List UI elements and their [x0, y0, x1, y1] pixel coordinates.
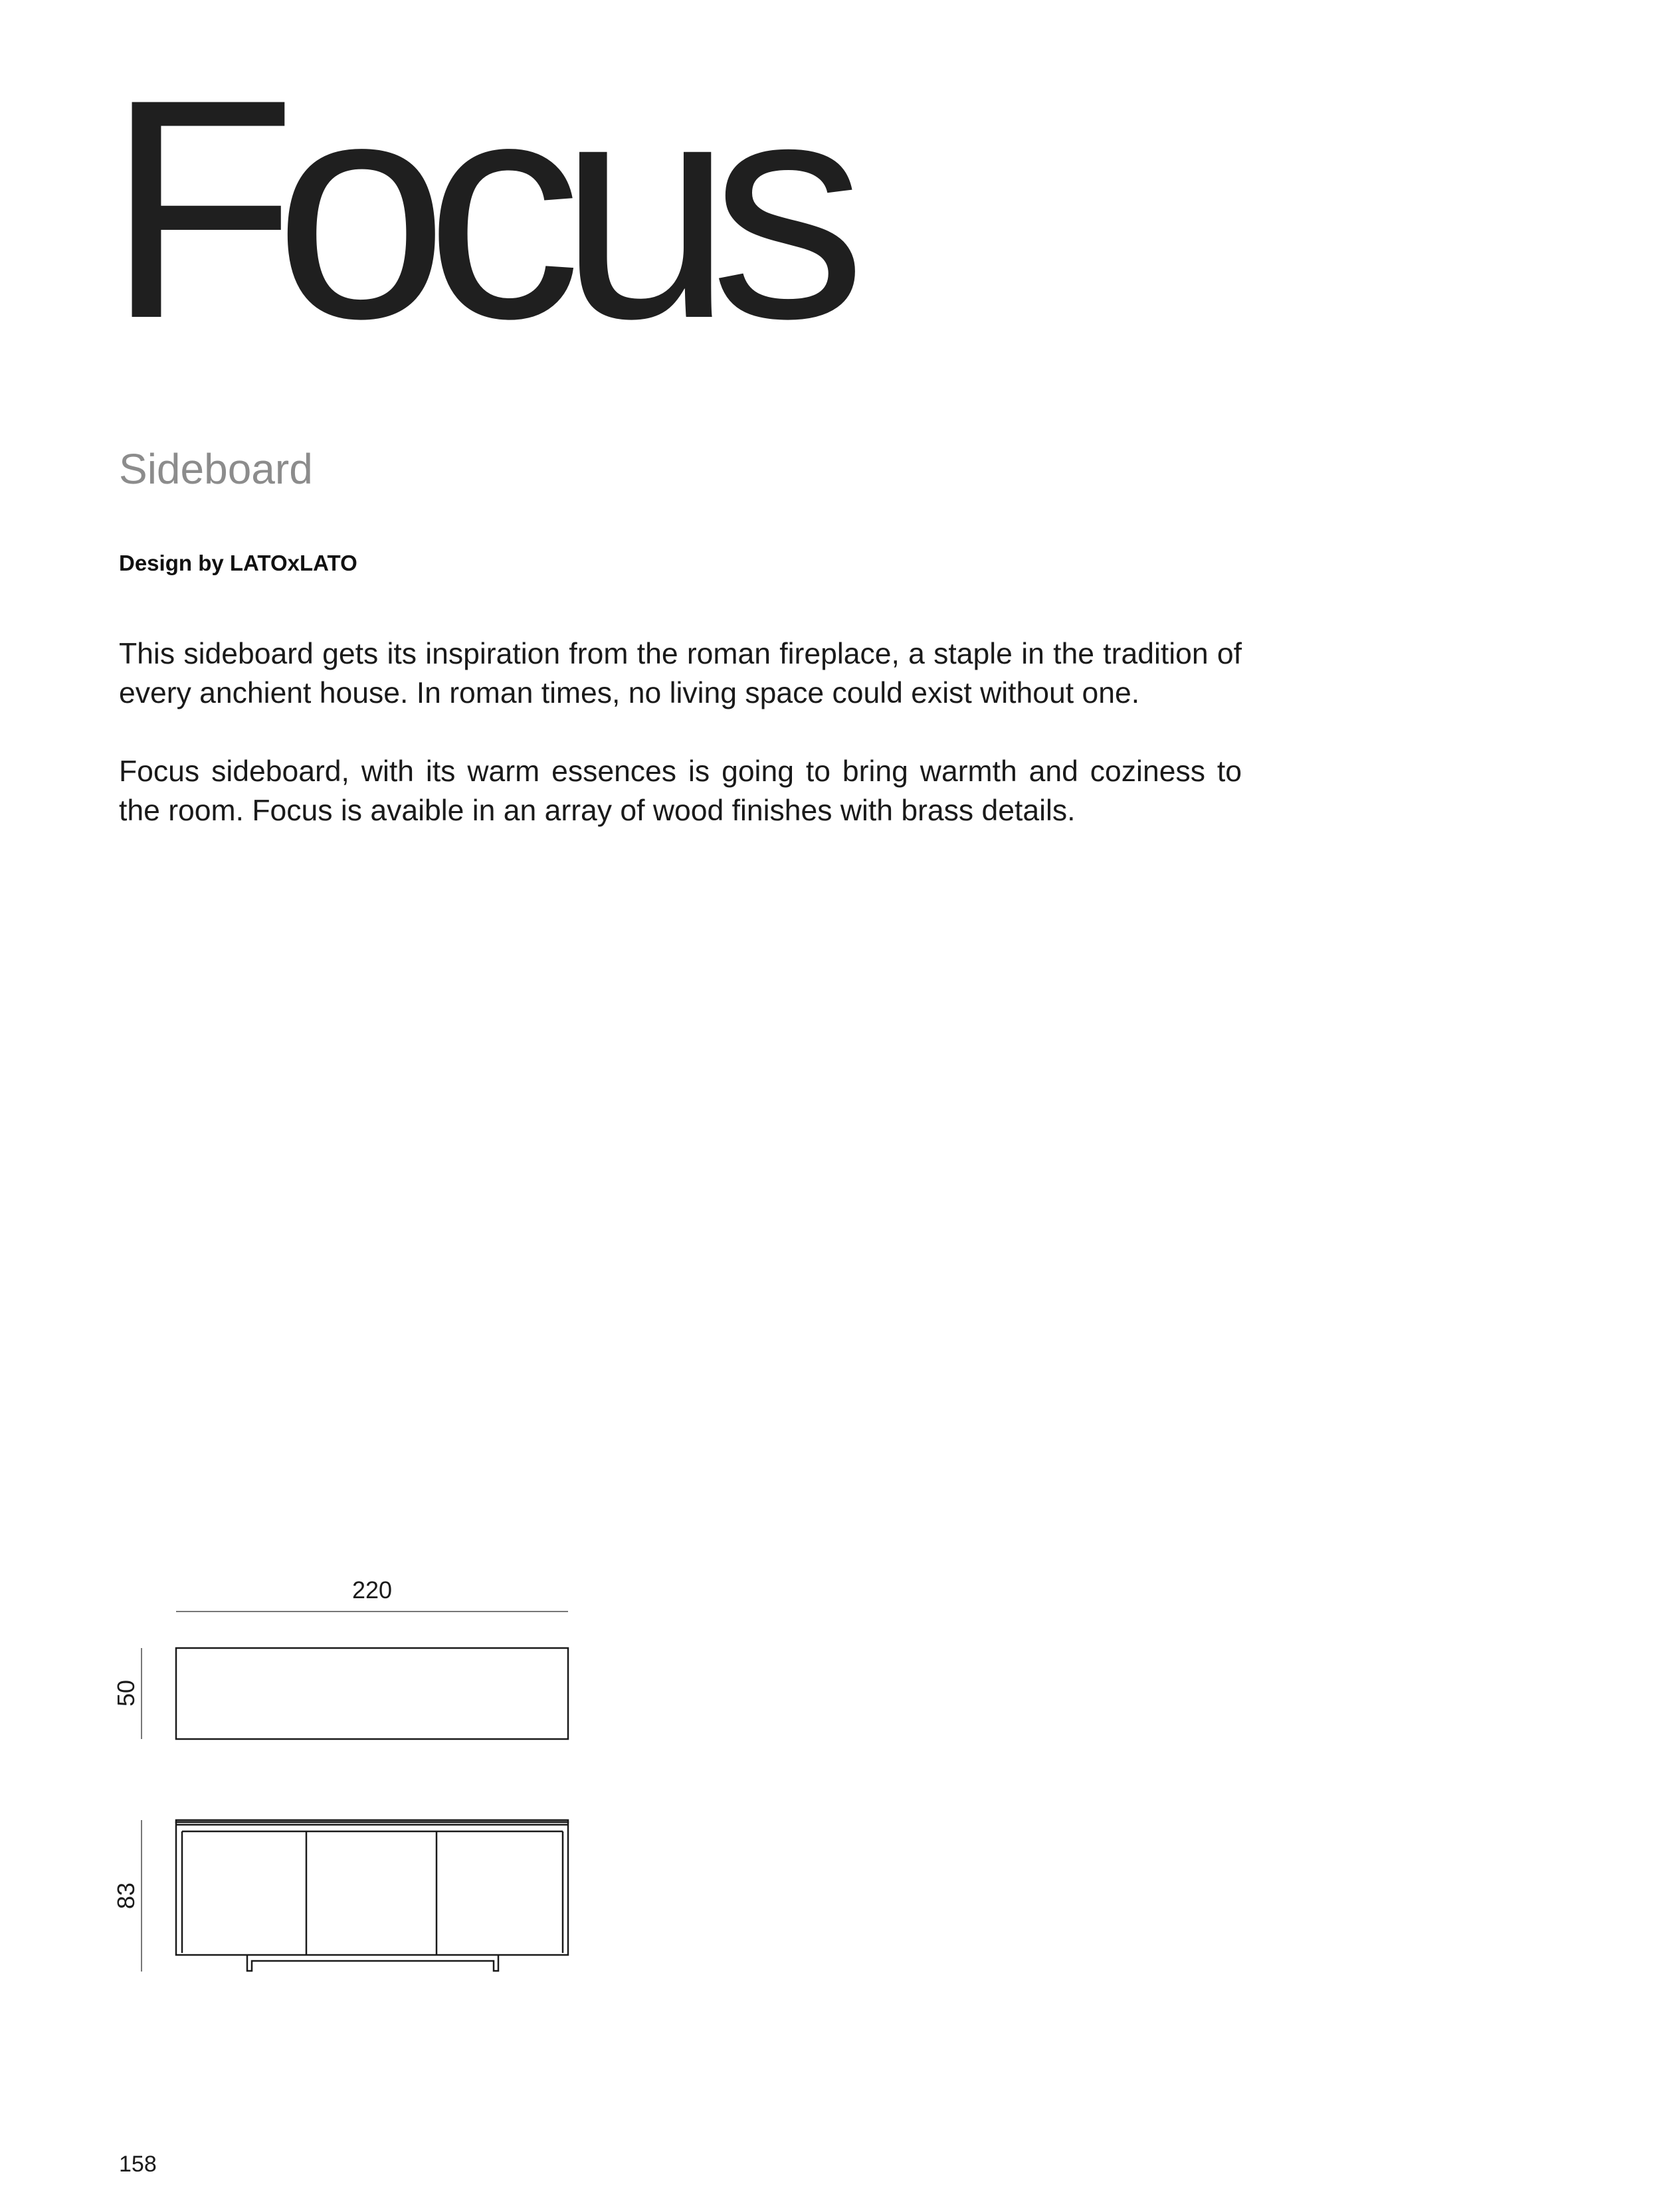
product-description — [119, 634, 1242, 870]
height-dimension-label: 83 — [112, 1882, 140, 1910]
width-dimension-label: 220 — [351, 1576, 393, 1604]
dimension-drawing — [100, 1574, 591, 1993]
description-paragraph-2: Focus sideboard, with its warm essences is going to bring warmth and coziness to the room. Focus is avaible in an array of wood finishes with brass details. — [119, 755, 1242, 827]
top-view-outline — [176, 1648, 568, 1739]
page-number: 158 — [119, 2152, 157, 2177]
product-title: Focus — [106, 35, 844, 383]
description-paragraph-1: This sideboard gets its inspiration from the roman fireplace, a staple in the tradition of every anchient house. In roman times, no living space could exist without one. — [119, 638, 1242, 709]
depth-dimension-label: 50 — [112, 1679, 140, 1707]
designer-credit: Design by LATOxLATO — [119, 551, 357, 575]
product-subtitle: Sideboard — [119, 445, 313, 493]
front-view — [176, 1820, 568, 1971]
